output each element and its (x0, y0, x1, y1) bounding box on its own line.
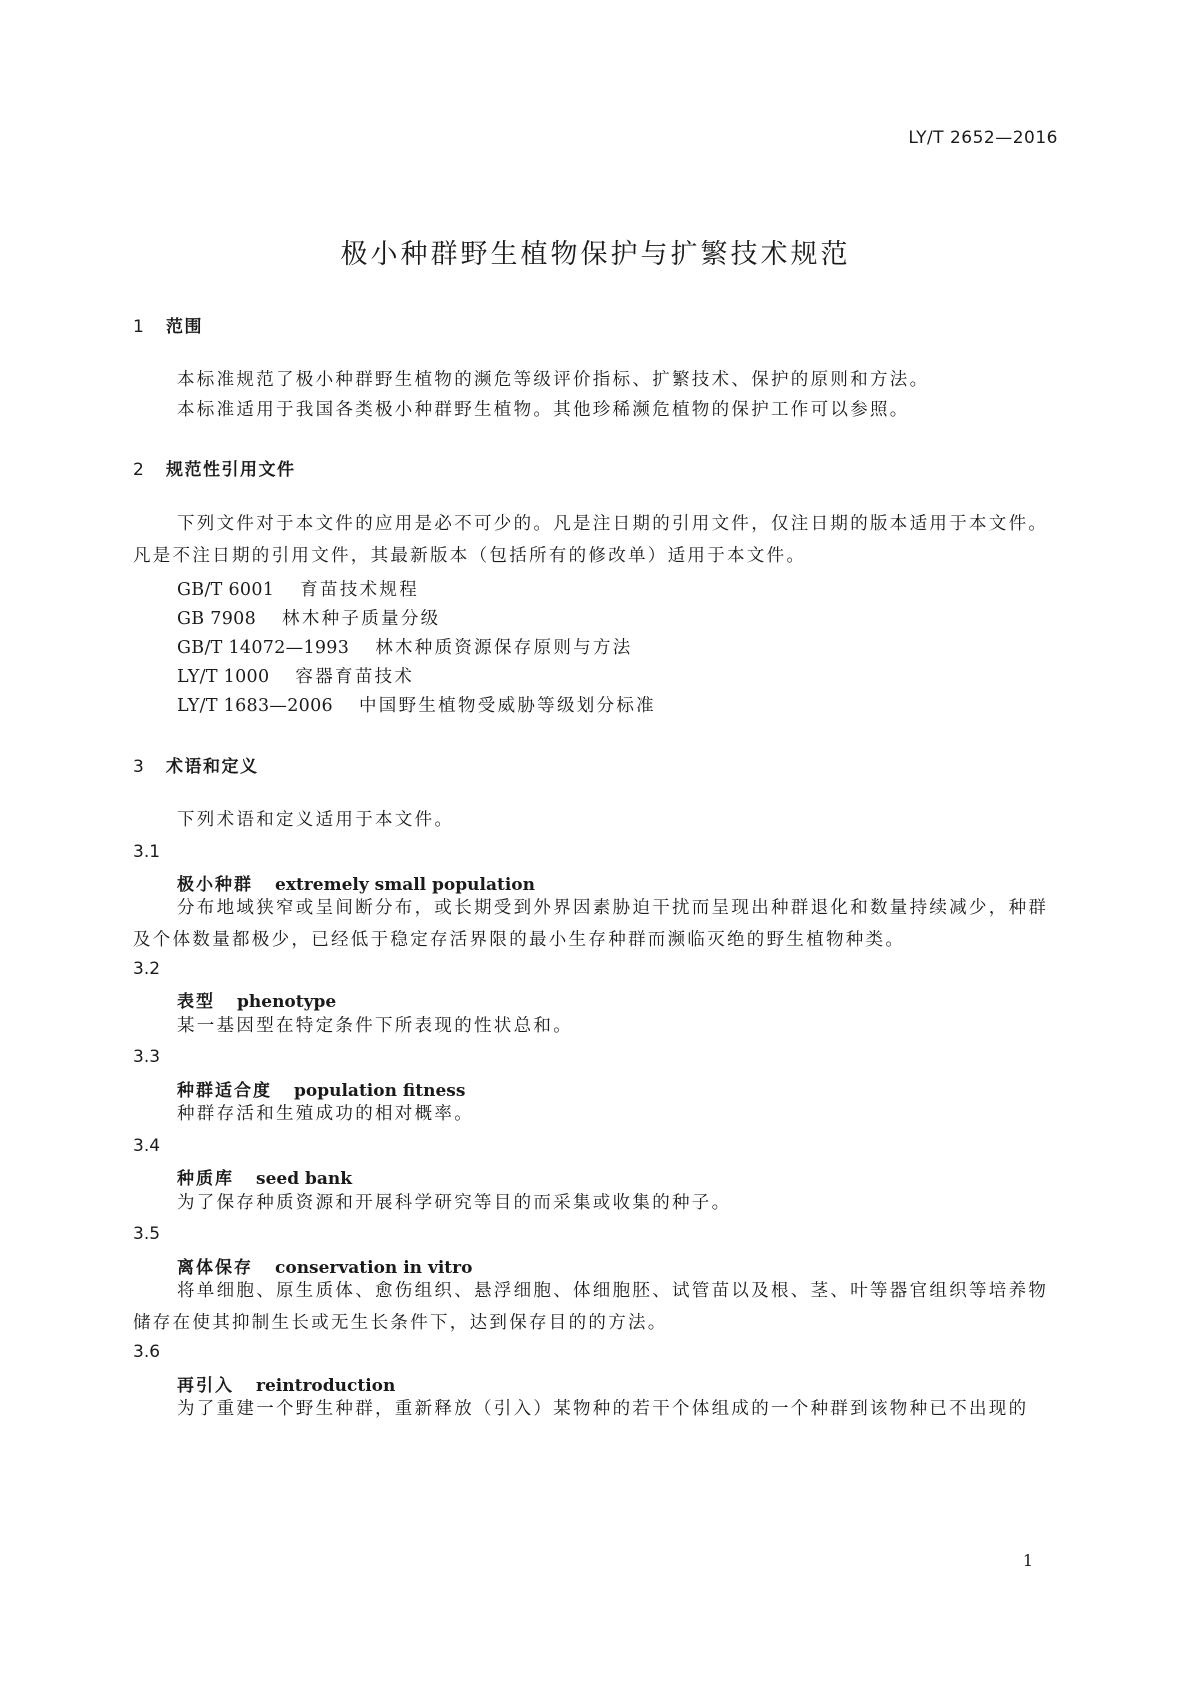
section-number: 1 (133, 317, 146, 337)
section-title: 范围 (166, 317, 203, 337)
paragraph: 本标准适用于我国各类极小种群野生植物。其他珍稀濒危植物的保护工作可以参照。 (177, 400, 910, 420)
reference-code: GB/T 14072—1993 (177, 638, 350, 658)
section-title: 术语和定义 (166, 757, 259, 777)
term-heading (177, 987, 336, 1012)
term-english: population fitness (294, 1081, 466, 1101)
term-number: 3.1 (133, 842, 161, 862)
term-definition: 种群存活和生殖成功的相对概率。 (177, 1104, 474, 1124)
term-english: seed bank (256, 1169, 353, 1189)
term-english: extremely small population (275, 875, 535, 895)
paragraph: 下列术语和定义适用于本文件。 (177, 810, 455, 830)
reference-title: 中国野生植物受威胁等级划分标准 (358, 696, 656, 716)
reference-title: 林木种质资源保存原则与方法 (375, 638, 633, 658)
term-number: 3.2 (133, 959, 161, 979)
section-title: 规范性引用文件 (166, 460, 296, 480)
reference-item (177, 605, 440, 630)
term-english: conservation in vitro (275, 1258, 473, 1278)
paragraph: 本标准规范了极小种群野生植物的濒危等级评价指标、扩繁技术、保护的原则和方法。 (177, 370, 930, 390)
term-chinese: 极小种群 (177, 875, 253, 895)
term-heading (177, 1164, 352, 1189)
reference-item (177, 634, 633, 659)
reference-title: 容器育苗技术 (295, 667, 415, 687)
section-1-heading (133, 312, 203, 337)
reference-code: GB/T 6001 (177, 580, 275, 600)
term-english: phenotype (237, 992, 337, 1012)
term-chinese: 再引入 (177, 1376, 234, 1396)
term-definition: 将单细胞、原生质体、愈伤组织、悬浮细胞、体细胞胚、试管苗以及根、茎、叶等器官组织等培养物储存在使其抑制生长或无生长条件下，达到保存目的的方法。 (133, 1281, 1049, 1333)
reference-title: 育苗技术规程 (300, 580, 420, 600)
reference-code: LY/T 1000 (177, 667, 270, 687)
reference-code: GB 7908 (177, 609, 257, 629)
term-chinese: 离体保存 (177, 1258, 253, 1278)
section-3-heading (133, 752, 259, 777)
reference-item (177, 692, 656, 717)
section-2-heading (133, 455, 296, 480)
reference-code: LY/T 1683—2006 (177, 696, 333, 716)
paragraph: 下列文件对于本文件的应用是必不可少的。凡是注日期的引用文件，仅注日期的版本适用于本文件。凡是不注日期的引用文件，其最新版本（包括所有的修改单）适用于本文件。 (133, 514, 1049, 566)
reference-title: 林木种子质量分级 (282, 609, 441, 629)
term-chinese: 表型 (177, 992, 215, 1012)
reference-item (177, 576, 419, 601)
term-number: 3.3 (133, 1047, 161, 1067)
section-number: 3 (133, 757, 146, 777)
term-definition: 为了保存种质资源和开展科学研究等目的而采集或收集的种子。 (177, 1193, 732, 1213)
standard-code: LY/T 2652—2016 (908, 128, 1058, 148)
document-title: 极小种群野生植物保护与扩繁技术规范 (340, 239, 851, 270)
reference-item (177, 663, 414, 688)
term-number: 3.5 (133, 1224, 161, 1244)
page-number: 1 (1022, 1551, 1033, 1570)
term-definition: 为了重建一个野生种群，重新释放（引入）某物种的若干个体组成的一个种群到该物种已不出现的 (177, 1399, 1029, 1419)
term-english: reintroduction (256, 1376, 396, 1396)
section-number: 2 (133, 460, 146, 480)
term-chinese: 种群适合度 (177, 1081, 272, 1101)
term-definition: 某一基因型在特定条件下所表现的性状总和。 (177, 1016, 573, 1036)
term-chinese: 种质库 (177, 1169, 234, 1189)
term-definition: 分布地域狭窄或呈间断分布，或长期受到外界因素胁迫干扰而呈现出种群退化和数量持续减少，种群及个体数量都极少，已经低于稳定存活界限的最小生存种群而濒临灭绝的野生植物种类。 (133, 898, 1049, 950)
term-number: 3.4 (133, 1136, 161, 1156)
term-number: 3.6 (133, 1342, 161, 1362)
